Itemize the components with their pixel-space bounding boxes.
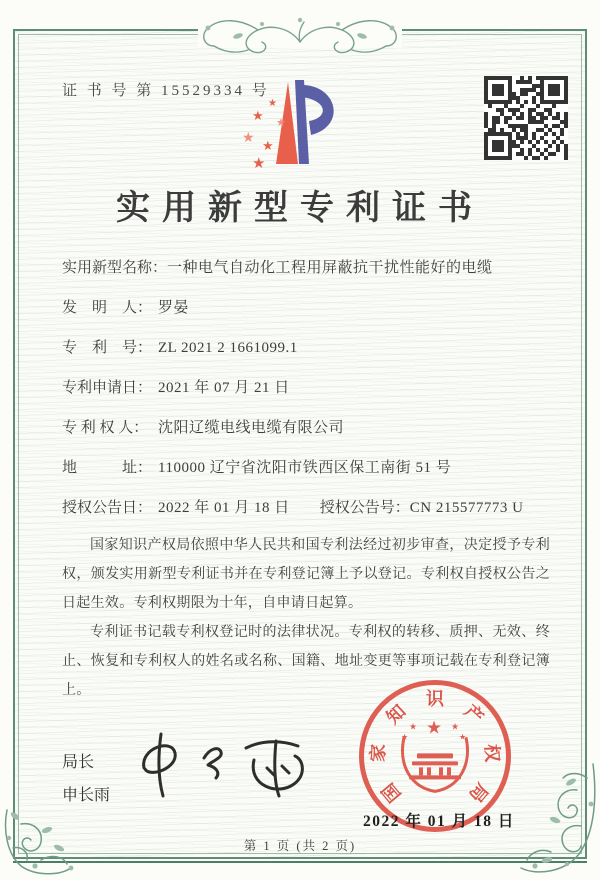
seal-char: 国 (377, 779, 405, 806)
field-row-inventor (62, 296, 552, 320)
national-emblem-icon (395, 709, 475, 797)
field-value: 罗晏 (158, 300, 190, 316)
svg-text:★: ★ (268, 98, 277, 109)
field-value: 2022 年 01 月 18 日 (158, 500, 290, 516)
seal-char: 局 (465, 779, 493, 806)
svg-text:★: ★ (262, 139, 274, 154)
bottom-right-ornament (507, 760, 599, 880)
field-list (62, 256, 552, 536)
field-row-patentee (62, 416, 552, 440)
svg-text:★: ★ (426, 717, 443, 739)
field-value: ZL 2021 2 1661099.1 (158, 340, 298, 356)
field-label: 专利申请日： (62, 380, 153, 396)
field-value: CN 215577773 U (409, 500, 524, 516)
page-number: 第 1 页 (共 2 页) (243, 839, 357, 853)
field-value: 一种电气自动化工程用屏蔽抗干扰性能好的电缆 (167, 260, 493, 276)
field-row-patent-no (62, 336, 552, 360)
svg-text:★: ★ (242, 130, 255, 146)
qr-code-icon (484, 76, 568, 160)
field-row-address (62, 456, 552, 480)
svg-text:★: ★ (276, 116, 286, 129)
field-label: 实用新型名称： (62, 260, 168, 276)
certificate-title: 实用新型专利证书 (116, 190, 484, 227)
svg-text:★: ★ (409, 722, 418, 733)
seal-char: 权 (481, 743, 503, 763)
legal-paragraph-1: 国家知识产权局依照中华人民共和国专利法经过初步审查，决定授予专利权，颁发实用新型专利证书并在专利登记簿上予以登记。专利权自授权公告之日起生效。专利权期限为十年，自申请日起算。 (62, 538, 550, 611)
field-label: 专 利 权 人： (62, 420, 149, 436)
svg-text:★: ★ (252, 154, 266, 172)
field-row-name (62, 256, 552, 280)
svg-text:★: ★ (459, 732, 467, 742)
field-label: 专 利 号： (62, 340, 153, 356)
field-row-grant (62, 496, 552, 520)
seal-char: 识 (426, 689, 444, 709)
field-label: 地 址： (62, 460, 153, 476)
commissioner-name: 申长雨 (62, 787, 111, 804)
field-label: 授权公告号： (319, 500, 410, 516)
handwritten-signature (128, 726, 338, 814)
seal-char: 家 (367, 743, 389, 763)
field-label: 发 明 人： (62, 300, 153, 316)
legal-text (62, 531, 550, 705)
field-label: 授权公告日： (62, 500, 153, 516)
top-flourish-ornament (140, 2, 460, 64)
grant-date-stamp: 2022 年 01 月 18 日 (363, 813, 515, 830)
svg-text:★: ★ (252, 109, 264, 124)
certificate-number: 证 书 号 第 15529334 号 (62, 83, 270, 99)
seal-char: 知 (382, 700, 410, 728)
bottom-left-ornament (1, 804, 93, 880)
field-value: 2021 年 07 月 21 日 (158, 380, 290, 396)
bottom-border-line (13, 861, 587, 863)
commissioner-title: 局长 (62, 754, 95, 771)
svg-text:★: ★ (451, 722, 460, 733)
cnipa-logo-icon (232, 74, 360, 174)
field-value: 沈阳辽缆电线电缆有限公司 (158, 420, 345, 436)
seal-char: 产 (460, 700, 488, 728)
field-row-filing-date (62, 376, 552, 400)
legal-paragraph-2: 专利证书记载专利权登记时的法律状况。专利权的转移、质押、无效、终止、恢复和专利权人的姓名或名称、国籍、地址变更等事项记载在专利登记簿上。 (62, 625, 550, 698)
field-value: 110000 辽宁省沈阳市铁西区保工南街 51 号 (158, 460, 452, 476)
svg-text:★: ★ (401, 732, 409, 742)
